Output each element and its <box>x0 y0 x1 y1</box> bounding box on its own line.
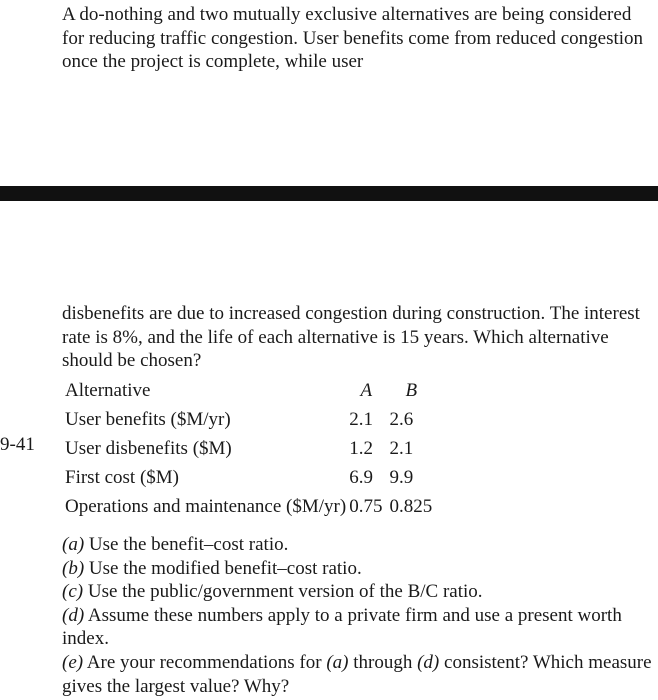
question-tag: (c) <box>62 581 84 603</box>
question-item <box>62 533 652 557</box>
question-item <box>62 557 652 581</box>
table-header-col-a: A <box>360 380 373 401</box>
row-value-a: 2.1 <box>349 409 373 430</box>
question-text: Assume these numbers apply to a private firm and use a present worth index. <box>62 604 622 650</box>
row-value-a: 0.75 <box>349 496 383 517</box>
table-row <box>62 434 436 463</box>
question-item <box>62 580 652 604</box>
question-item <box>62 651 652 698</box>
question-text: Use the benefit–cost ratio. <box>88 534 289 555</box>
problem-number: 9-41 <box>0 434 35 455</box>
question-tag: (b) <box>62 557 85 579</box>
table-row <box>62 492 436 521</box>
problem-text-continued: disbenefits are due to increased congestion during construction. The interest rate is 8%, and the life of each alternative is 15 years. Which alternative should be chosen? <box>62 303 640 371</box>
row-label: User benefits ($M/yr) <box>65 409 231 430</box>
row-label: Operations and maintenance ($M/yr) <box>65 496 347 517</box>
question-item <box>62 604 652 651</box>
row-value-a: 1.2 <box>349 438 373 459</box>
table-row <box>62 405 436 434</box>
question-ref: (a) <box>326 651 349 673</box>
row-value-b: 0.825 <box>389 496 433 517</box>
row-value-b: 9.9 <box>389 467 414 488</box>
problem-text-intro: A do-nothing and two mutually exclusive alternatives are being considered for reducing traffic congestion. User benefits come from reduced congestion once the project is complete, while user <box>62 4 644 72</box>
question-text: Are your recommendations for <box>86 651 322 673</box>
row-value-b: 2.6 <box>389 409 414 430</box>
question-text: Use the public/government version of the B/C ratio. <box>87 581 483 603</box>
question-list <box>62 533 652 698</box>
row-label: First cost ($M) <box>65 467 179 488</box>
table-header-row <box>62 376 436 405</box>
question-tag: (a) <box>62 534 85 555</box>
table-row <box>62 463 436 492</box>
row-label: User disbenefits ($M) <box>65 438 232 459</box>
question-ref: (d) <box>417 651 440 673</box>
question-tag: (e) <box>62 651 84 673</box>
question-text: through <box>353 651 413 673</box>
row-value-a: 6.9 <box>349 467 373 488</box>
question-text: Use the modified benefit–cost ratio. <box>88 557 362 579</box>
table-header-col-b: B <box>405 380 418 401</box>
alternatives-table <box>62 376 436 521</box>
row-value-b: 2.1 <box>389 438 414 459</box>
question-tag: (d) <box>62 604 85 626</box>
question-text: consistent? Which measure gives the largest value? Why? <box>62 651 652 697</box>
table-header-label: Alternative <box>65 380 151 401</box>
page-divider-bar <box>0 186 658 201</box>
